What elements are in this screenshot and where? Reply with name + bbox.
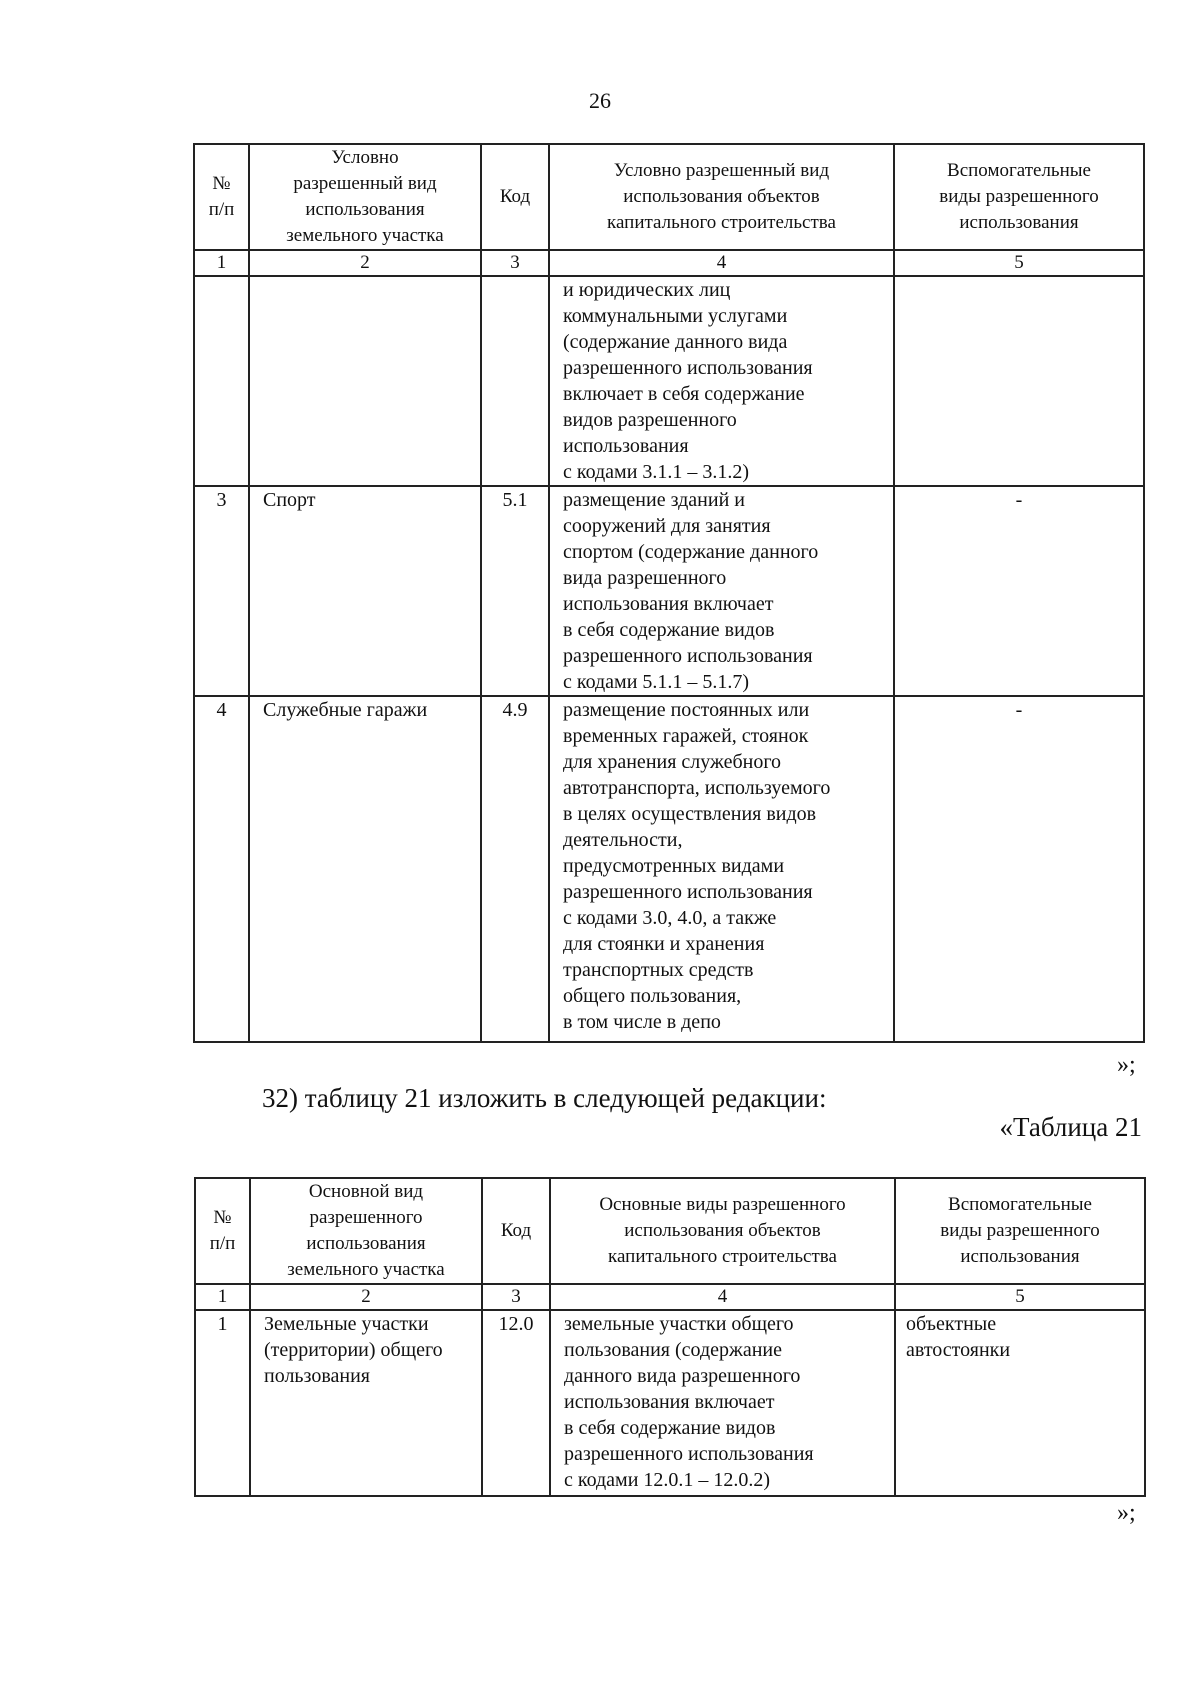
table-row [194, 696, 1144, 1042]
column-number: 4 [549, 250, 894, 276]
table-row [194, 486, 1144, 696]
column-number: 2 [250, 1284, 482, 1310]
row-code: 5.1 [481, 486, 549, 696]
closing-quote: »; [1117, 1052, 1136, 1078]
row-number: 3 [194, 486, 249, 696]
row-land-use: Служебные гаражи [249, 696, 481, 1042]
row-description: и юридических лиц коммунальными услугами (содержание данного вида разрешенного использования включает в себя содержание видов разрешенного использования с кодами 3.1.1 – 3.1.2) [549, 276, 894, 486]
row-land-use: Спорт [249, 486, 481, 696]
column-number: 5 [894, 250, 1144, 276]
page-number: 26 [589, 88, 611, 113]
column-number: 3 [482, 1284, 550, 1310]
column-number-row [194, 250, 1144, 276]
header-number: № п/п [195, 1178, 250, 1284]
table-21 [194, 1177, 1146, 1497]
header-number: № п/п [194, 144, 249, 250]
header-auxiliary-use: Вспомогательные виды разрешенного использования [894, 144, 1144, 250]
table-header-row [194, 144, 1144, 250]
row-number: 1 [195, 1310, 250, 1496]
row-description: размещение постоянных или временных гаражей, стоянок для хранения служебного автотранспорта, используемого в целях осуществления видов деятельности, предусмотренных видами разрешенного использования с кодами 3.0, 4.0, а также для стоянки и хранения транспортных средств общего пользования, в том числе в депо [549, 696, 894, 1042]
header-code: Код [481, 144, 549, 250]
row-auxiliary: объектные автостоянки [895, 1310, 1145, 1496]
column-number: 4 [550, 1284, 895, 1310]
table-header-row [195, 1178, 1145, 1284]
column-number: 5 [895, 1284, 1145, 1310]
table-continuation [193, 143, 1145, 1043]
row-description: размещение зданий и сооружений для занятия спортом (содержание данного вида разрешенного использования включает в себя содержание видов разрешенного использования с кодами 5.1.1 – 5.1.7) [549, 486, 894, 696]
header-building-use: Условно разрешенный вид использования объектов капитального строительства [549, 144, 894, 250]
table-row-continuation [194, 276, 1144, 486]
row-land-use: Земельные участки (территории) общего пользования [250, 1310, 482, 1496]
table-row [195, 1310, 1145, 1496]
row-auxiliary: - [894, 486, 1144, 696]
amendment-instruction: 32) таблицу 21 изложить в следующей редакции: [262, 1083, 827, 1113]
header-code: Код [482, 1178, 550, 1284]
row-number: 4 [194, 696, 249, 1042]
header-land-use: Условно разрешенный вид использования земельного участка [249, 144, 481, 250]
column-number: 2 [249, 250, 481, 276]
column-number: 3 [481, 250, 549, 276]
header-building-use: Основные виды разрешенного использования объектов капитального строительства [550, 1178, 895, 1284]
row-description: земельные участки общего пользования (содержание данного вида разрешенного использования включает в себя содержание видов разрешенного использования с кодами 12.0.1 – 12.0.2) [550, 1310, 895, 1496]
row-auxiliary: - [894, 696, 1144, 1042]
column-number-row [195, 1284, 1145, 1310]
column-number: 1 [194, 250, 249, 276]
column-number: 1 [195, 1284, 250, 1310]
header-land-use: Основной вид разрешенного использования земельного участка [250, 1178, 482, 1284]
row-code: 12.0 [482, 1310, 550, 1496]
header-auxiliary-use: Вспомогательные виды разрешенного использования [895, 1178, 1145, 1284]
closing-quote: »; [1117, 1500, 1136, 1526]
table-label: «Таблица 21 [999, 1112, 1142, 1142]
row-code: 4.9 [481, 696, 549, 1042]
